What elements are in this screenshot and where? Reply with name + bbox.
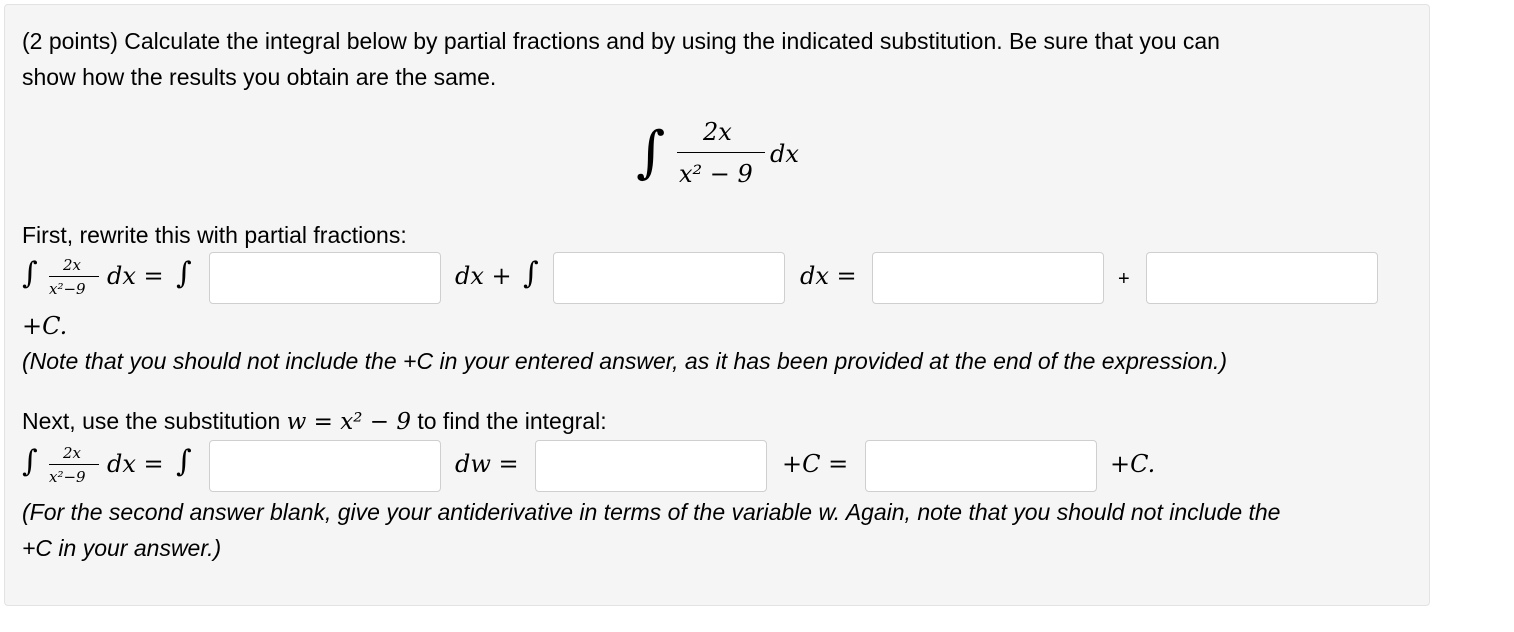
integral-sign-1: ∫ [176, 256, 192, 291]
partial-fraction-term-2-input[interactable] [553, 252, 785, 304]
substitution-prompt: Next, use the substitution w = x² − 9 to find the integral: [22, 408, 607, 435]
plus-c-1: +C. [22, 312, 68, 340]
plus-c-equals: +C = [782, 450, 849, 478]
antiderivative-term-1-input[interactable] [872, 252, 1104, 304]
small-integral-sign-2: ∫ [22, 444, 38, 479]
problem-statement-line-1: (2 points) Calculate the integral below by partial fractions and by using the indicated substitution. Be sure that you can [22, 28, 1220, 54]
dx-plus: dx + [455, 262, 512, 290]
display-denominator: x² − 9 [679, 160, 753, 188]
dx-equals-2: dx = [800, 262, 857, 290]
note-plus-c: (Note that you should not include the +C in your entered answer, as it has been provided at the end of the expression.) [22, 348, 1228, 374]
integral-sign-2: ∫ [523, 256, 539, 291]
display-differential: dx [770, 140, 799, 168]
display-numerator: 2x [703, 118, 732, 146]
antiderivative-in-w-input[interactable] [535, 440, 767, 492]
display-fraction-bar [677, 152, 765, 153]
display-integral-sign: ∫ [636, 120, 666, 185]
note-second-blank-line-2: +C in your answer.) [22, 535, 222, 561]
integral-sign-3: ∫ [176, 444, 192, 479]
antiderivative-term-2-input[interactable] [1146, 252, 1378, 304]
partial-fractions-prompt: First, rewrite this with partial fractions: [22, 222, 407, 248]
small-denominator: x²−9 [49, 280, 86, 298]
small-numerator-2: 2x [63, 444, 82, 462]
small-numerator: 2x [63, 256, 82, 274]
integrand-in-w-input[interactable] [209, 440, 441, 492]
small-integral-sign: ∫ [22, 256, 38, 291]
dx-equals: dx = [107, 262, 164, 290]
dw-equals: dw = [455, 450, 519, 478]
partial-fraction-term-1-input[interactable] [209, 252, 441, 304]
problem-statement-line-2: show how the results you obtain are the same. [22, 64, 497, 90]
small-denominator-2: x²−9 [49, 468, 86, 486]
plus-c-2: +C. [1110, 450, 1156, 478]
small-fraction-bar [49, 276, 99, 277]
substitution-expression: w = x² − 9 [286, 409, 411, 435]
plus-sign: + [1118, 268, 1130, 290]
note-second-blank-line-1: (For the second answer blank, give your antiderivative in terms of the variable w. Again, note that you should not include the [22, 499, 1281, 525]
antiderivative-in-x-input[interactable] [865, 440, 1097, 492]
small-fraction-bar-2 [49, 464, 99, 465]
dx-equals-3: dx = [107, 450, 164, 478]
